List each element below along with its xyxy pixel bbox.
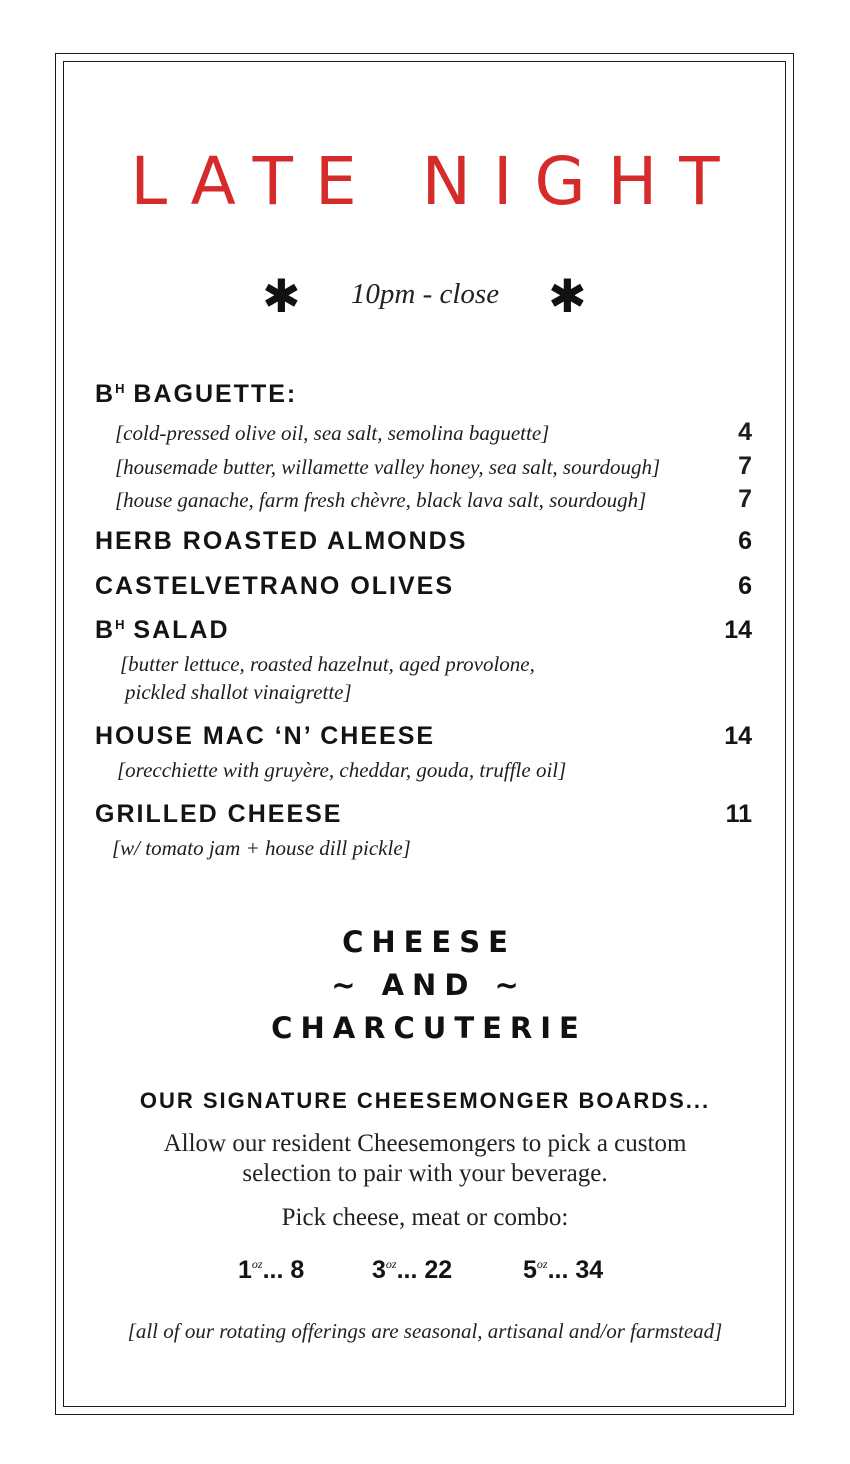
section-title-line3: CHARCUTERIE	[271, 1011, 587, 1045]
menu-item-almonds	[95, 527, 760, 572]
item-price: 7	[738, 452, 752, 480]
item-description: [w/ tomato jam + house dill pickle]	[112, 836, 411, 860]
menu-item-grilled-cheese	[95, 800, 760, 836]
menu-item-mac-n-cheese	[95, 722, 760, 758]
item-name: GRILLED CHEESE	[95, 800, 343, 828]
item-price: 7	[738, 485, 752, 513]
board-price-5oz: $5^{oz}$... 34	[523, 1256, 604, 1284]
item-name: $B^H$ BAGUETTE:	[95, 380, 298, 408]
item-name: $B^H$ SALAD	[95, 616, 230, 644]
section-title-line1: CHEESE	[342, 925, 516, 959]
item-name: HOUSE MAC ‘N’ CHEESE	[95, 722, 436, 750]
section-subtitle: OUR SIGNATURE CHEESEMONGER BOARDS...	[139, 1088, 711, 1113]
section-title-line2: ~ AND ~	[331, 968, 527, 1002]
menu-item-olives	[95, 572, 760, 616]
item-name: CASTELVETRANO OLIVES	[95, 572, 455, 600]
item-name: HERB ROASTED ALMONDS	[95, 527, 468, 555]
item-description: [house ganache, farm fresh chèvre, black lava salt, sourdough]	[115, 488, 647, 512]
item-price: 11	[725, 800, 752, 828]
item-price: 6	[738, 572, 752, 600]
item-description: [cold-pressed olive oil, sea salt, semolina baguette]	[115, 421, 550, 445]
menu-item-baguette	[95, 380, 760, 418]
asterisk-icon: ✱	[548, 269, 587, 323]
menu-title: LATE NIGHT	[130, 143, 742, 220]
hours-row	[0, 269, 850, 323]
item-description: [housemade butter, willamette valley honey, sea salt, sourdough]	[115, 455, 661, 479]
menu-list	[95, 380, 760, 870]
board-price-list	[0, 1256, 850, 1290]
menu-item-salad	[95, 616, 760, 652]
footer-note: [all of our rotating offerings are seasonal, artisanal and/or farmstead]	[127, 1319, 723, 1343]
item-price: 4	[738, 418, 752, 446]
hours-text: 10pm - close	[350, 278, 500, 310]
item-description: [orecchiette with gruyère, cheddar, gouda, truffle oil]	[117, 758, 567, 782]
asterisk-icon: ✱	[262, 269, 301, 323]
board-price-1oz: $1^{oz}$... 8	[238, 1256, 305, 1284]
item-price: 14	[724, 616, 752, 644]
board-price-3oz: $3^{oz}$... 22	[372, 1256, 453, 1284]
baguette-option	[95, 452, 760, 485]
item-description: pickled shallot vinaigrette]	[125, 680, 352, 704]
pick-instruction: Pick cheese, meat or combo:	[281, 1204, 569, 1231]
item-description: [butter lettuce, roasted hazelnut, aged provolone,	[120, 652, 535, 676]
item-price: 14	[724, 722, 752, 750]
baguette-option	[95, 485, 760, 527]
baguette-option	[95, 418, 760, 452]
item-price: 6	[738, 527, 752, 555]
section-description-line1: Allow our resident Cheesemongers to pick a custom	[163, 1130, 687, 1157]
section-description-line2: selection to pair with your beverage.	[242, 1160, 608, 1187]
